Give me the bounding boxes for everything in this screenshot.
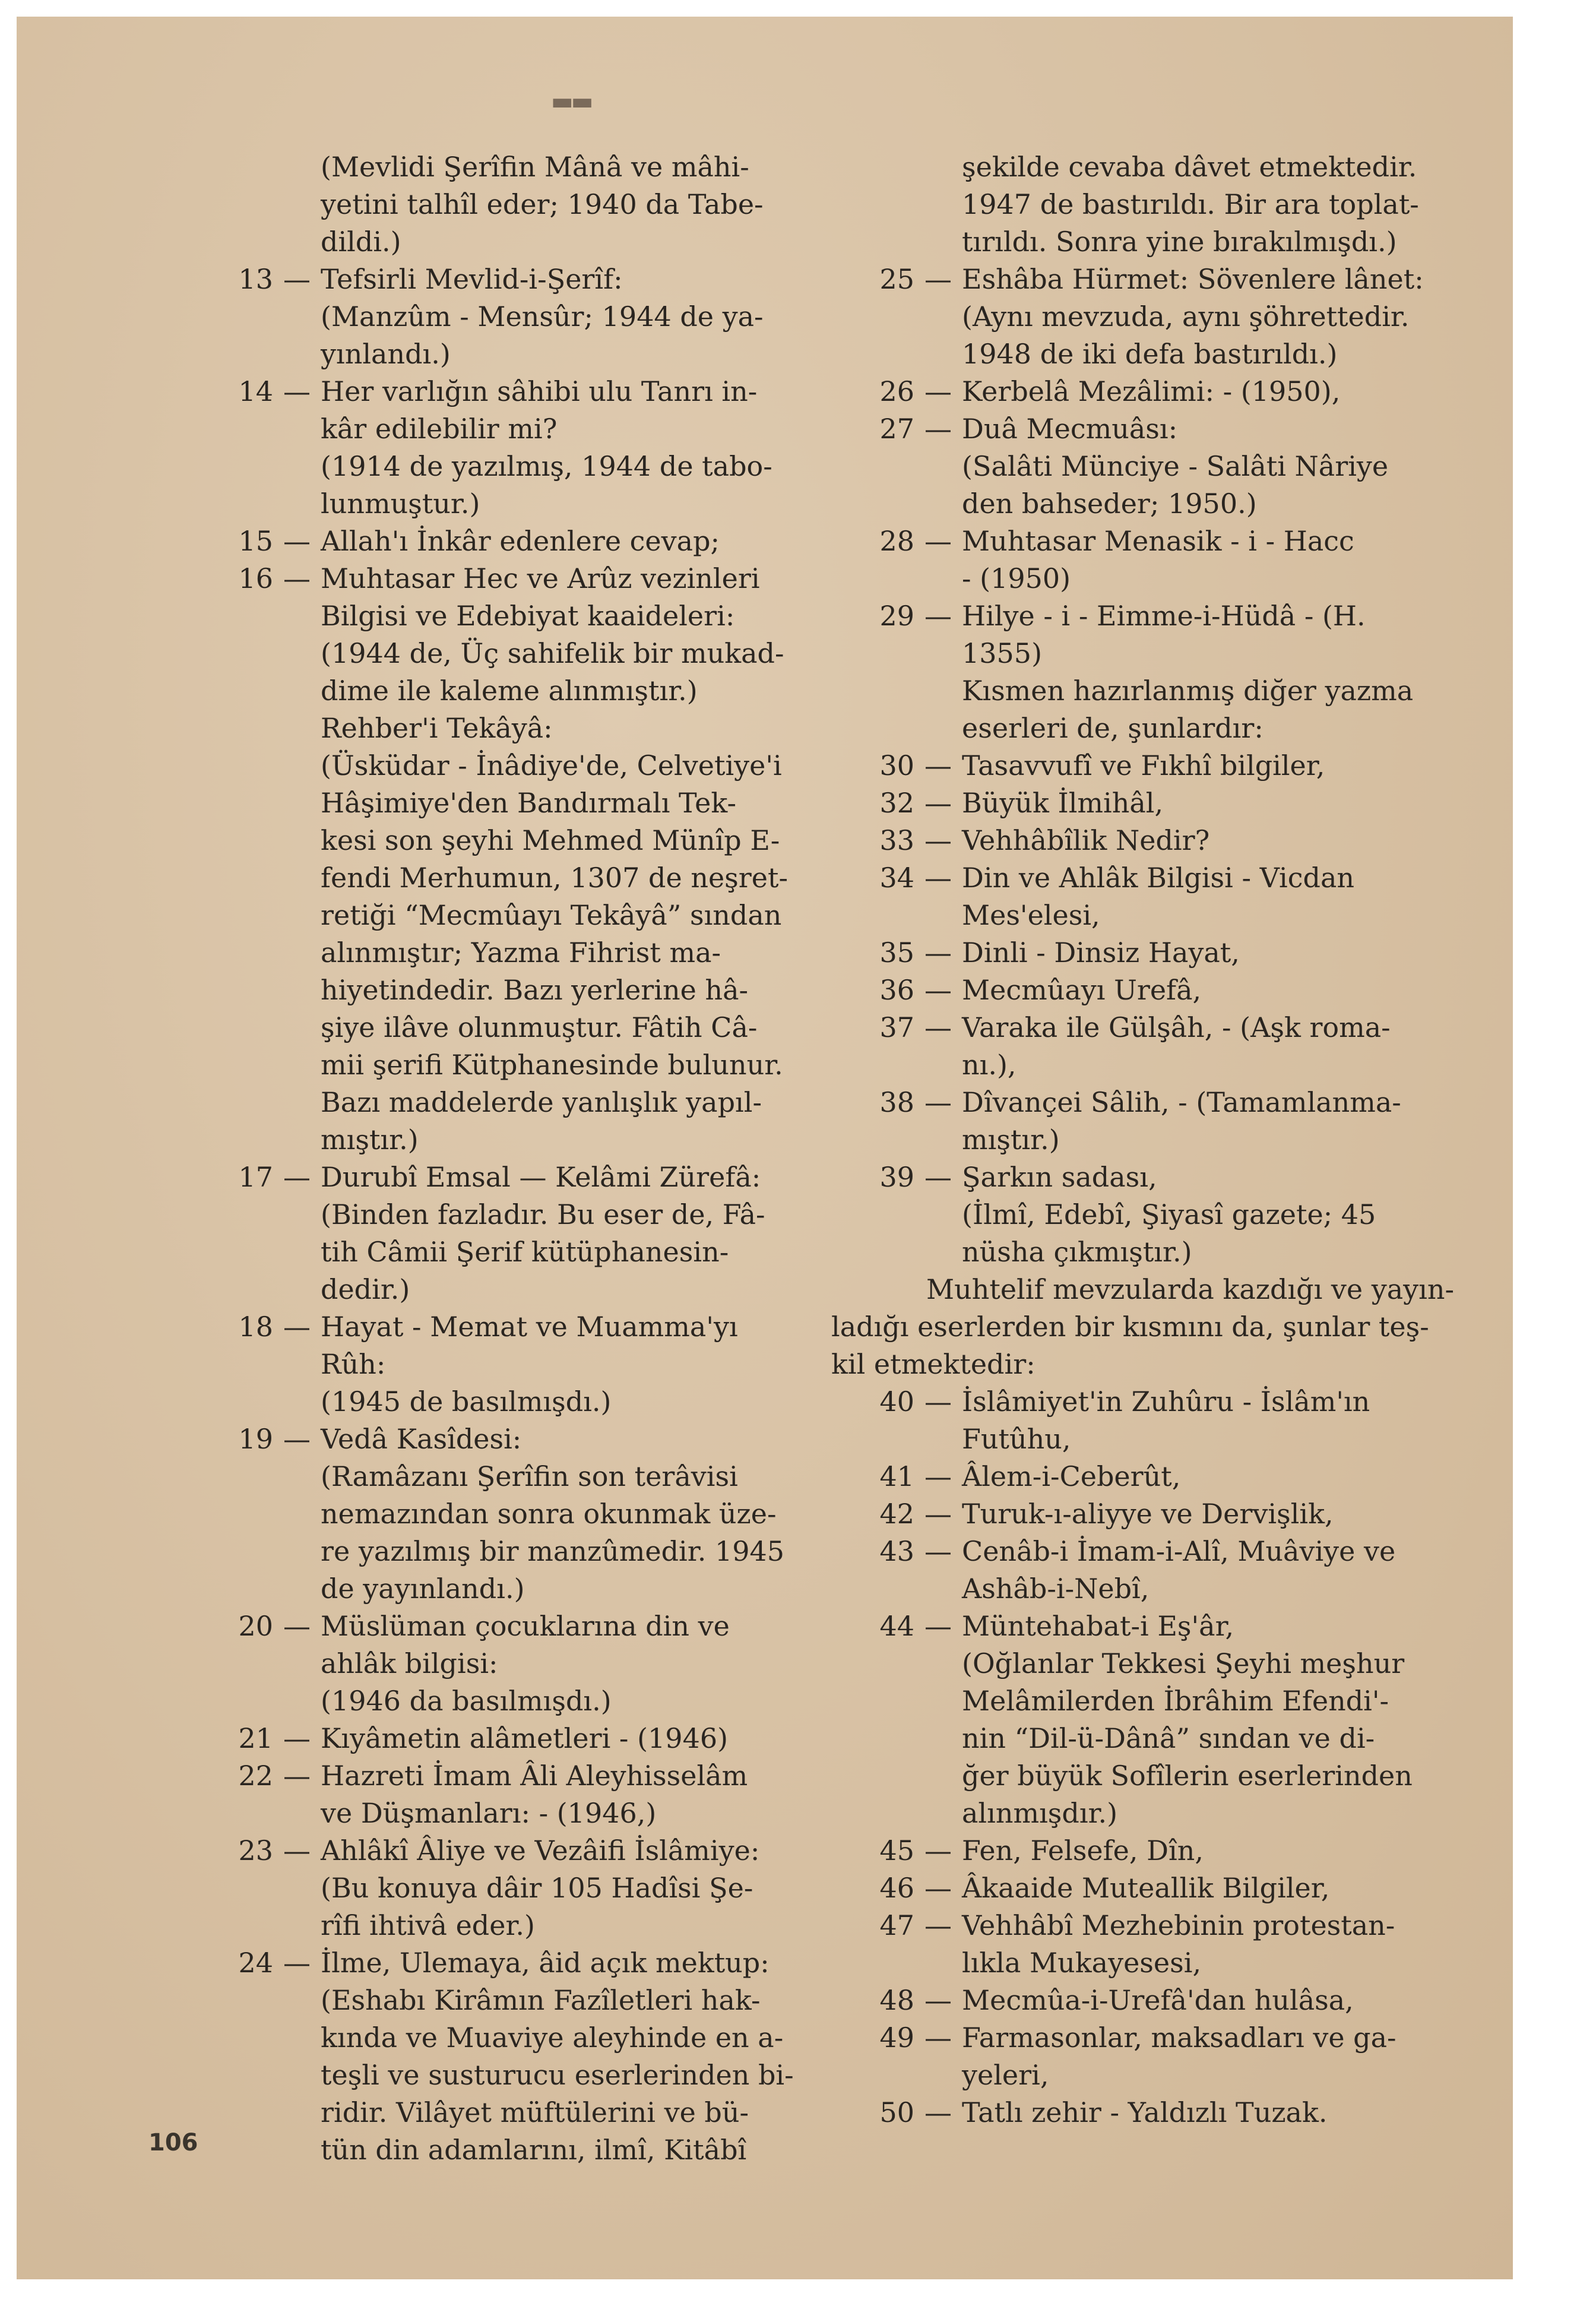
- list-item: [831, 1495, 1401, 1533]
- right-column: [831, 148, 1455, 2131]
- item-number: 23: [238, 1834, 273, 1867]
- em-dash: —: [283, 1834, 311, 1867]
- list-item: [831, 597, 1401, 635]
- item-number: 22: [238, 1760, 273, 1792]
- em-dash: —: [283, 525, 311, 557]
- list-item: [831, 972, 1401, 1009]
- item-number: 32: [879, 787, 914, 819]
- text-line: (Üsküdar - İnâdiye'de, Celvetiye'i: [321, 749, 782, 782]
- text-line: (1914 de yazılmış, 1944 de tabo-: [321, 450, 772, 482]
- item-text: Âkaaide Muteallik Bilgiler,: [962, 1872, 1330, 1904]
- text-line: Hâşimiye'den Bandırmalı Tek-: [321, 787, 736, 819]
- em-dash: —: [283, 1161, 311, 1193]
- text-line: mıştır.): [962, 1124, 1060, 1156]
- em-dash: —: [924, 1610, 952, 1642]
- text-line: (Eshabı Kirâmın Fazîletleri hak-: [321, 1984, 761, 2016]
- text-line: Futûhu,: [962, 1423, 1071, 1455]
- text-line: ridir. Vilâyet müftülerini ve bü-: [321, 2096, 749, 2128]
- list-item: [831, 1159, 1401, 1196]
- item-text: Durubî Emsal — Kelâmi Zürefâ:: [321, 1161, 761, 1193]
- list-item: [831, 934, 1401, 972]
- item-number: 38: [879, 1086, 914, 1118]
- item-text: Âlem-i-Ceberût,: [962, 1460, 1181, 1492]
- item-text: Şarkın sadası,: [962, 1161, 1157, 1193]
- text-line: Rûh:: [321, 1348, 386, 1380]
- item-text: Tasavvufî ve Fıkhî bilgiler,: [962, 749, 1325, 782]
- text-line: yınlandı.): [321, 338, 451, 370]
- item-text: Turuk-ı-aliyye ve Dervişlik,: [962, 1498, 1334, 1530]
- item-text: Hilye - i - Eimme-i-Hüdâ - (H.: [962, 600, 1366, 632]
- item-number: 27: [879, 413, 914, 445]
- item-text: Dîvançei Sâlih, - (Tamamlanma-: [962, 1086, 1401, 1118]
- text-line: dedir.): [321, 1273, 410, 1305]
- item-number: 48: [879, 1984, 914, 2016]
- text-line: Melâmilerden İbrâhim Efendi'-: [962, 1685, 1389, 1717]
- list-item: [190, 1944, 770, 1982]
- em-dash: —: [924, 787, 952, 819]
- em-dash: —: [924, 1909, 952, 1941]
- text-line: alınmışdır.): [962, 1797, 1118, 1829]
- item-number: 24: [238, 1947, 273, 1979]
- em-dash: —: [283, 1722, 311, 1754]
- em-dash: —: [283, 1423, 311, 1455]
- em-dash: —: [924, 937, 952, 969]
- text-line: hiyetindedir. Bazı yerlerine hâ-: [321, 974, 749, 1006]
- em-dash: —: [924, 1872, 952, 1904]
- list-item: [831, 1533, 1401, 1570]
- text-line: lıkla Mukayesesi,: [962, 1947, 1202, 1979]
- item-text: Kerbelâ Mezâlimi: - (1950),: [962, 375, 1341, 407]
- text-line: şiye ilâve olunmuştur. Fâtih Câ-: [321, 1011, 758, 1043]
- text-line: tih Câmii Şerif kütüphanesin-: [321, 1236, 729, 1268]
- text-line: Muhtelif mevzularda kazdığı ve yayın-: [926, 1273, 1455, 1305]
- item-text: Allah'ı İnkâr edenlere cevap;: [321, 525, 720, 557]
- em-dash: —: [924, 1011, 952, 1043]
- list-item: [190, 523, 766, 560]
- item-number: 36: [879, 974, 914, 1006]
- text-line: nin “Dil-ü-Dânâ” sından ve di-: [962, 1722, 1375, 1754]
- list-item: [831, 785, 1401, 822]
- item-number: 44: [879, 1610, 914, 1642]
- item-text: Ahlâkî Âliye ve Vezâifi İslâmiye:: [321, 1834, 760, 1867]
- text-line: fendi Merhumun, 1307 de neşret-: [321, 862, 788, 894]
- list-item: [190, 1832, 766, 1870]
- text-line: (Salâti Münciye - Salâti Nâriye: [962, 450, 1389, 482]
- em-dash: —: [924, 2096, 952, 2128]
- text-line: de yayınlandı.): [321, 1573, 525, 1605]
- item-number: 19: [238, 1423, 273, 1455]
- text-line: Rehber'i Tekâyâ:: [321, 712, 553, 744]
- item-number: 16: [238, 562, 273, 594]
- item-text: İslâmiyet'in Zuhûru - İslâm'ın: [962, 1386, 1370, 1418]
- em-dash: —: [924, 525, 952, 557]
- em-dash: —: [924, 1086, 952, 1118]
- item-number: 34: [879, 862, 914, 894]
- list-item: [831, 2019, 1401, 2057]
- item-number: 14: [238, 375, 273, 407]
- text-line: (Mevlidi Şerîfin Mânâ ve mâhi-: [321, 151, 749, 183]
- item-number: 15: [238, 525, 273, 557]
- em-dash: —: [924, 1498, 952, 1530]
- text-line: Bilgisi ve Edebiyat kaaideleri:: [321, 600, 735, 632]
- em-dash: —: [924, 1535, 952, 1567]
- item-text: Tefsirli Mevlid-i-Şerîf:: [321, 263, 623, 295]
- em-dash: —: [924, 749, 952, 782]
- em-dash: —: [924, 2022, 952, 2054]
- em-dash: —: [924, 1386, 952, 1418]
- item-text: Dinli - Dinsiz Hayat,: [962, 937, 1240, 969]
- item-number: 29: [879, 600, 914, 632]
- item-number: 13: [238, 263, 273, 295]
- list-item: [831, 261, 1424, 298]
- item-number: 43: [879, 1535, 914, 1567]
- item-text: Vehhâbî Mezhebinin protestan-: [962, 1909, 1395, 1941]
- item-text: Varaka ile Gülşâh, - (Aşk roma-: [962, 1011, 1391, 1043]
- list-item: [831, 747, 1401, 785]
- list-item: [831, 859, 1401, 897]
- item-text: Her varlığın sâhibi ulu Tanrı in-: [321, 375, 758, 407]
- item-text: Fen, Felsefe, Dîn,: [962, 1834, 1204, 1867]
- item-number: 21: [238, 1722, 273, 1754]
- item-text: Müntehabat-i Eş'âr,: [962, 1610, 1234, 1642]
- text-line: (1944 de, Üç sahifelik bir mukad-: [321, 637, 784, 669]
- em-dash: —: [283, 1610, 311, 1642]
- list-item: [190, 1608, 766, 1645]
- text-line: alınmıştır; Yazma Fihrist ma-: [321, 937, 721, 969]
- em-dash: —: [283, 1947, 311, 1979]
- text-line: (Manzûm - Mensûr; 1944 de ya-: [321, 301, 764, 333]
- text-line: mii şerifi Kütphanesinde bulunur.: [321, 1049, 783, 1081]
- text-line: (Oğlanlar Tekkesi Şeyhi meşhur: [962, 1647, 1405, 1679]
- text-line: (1945 de basılmışdı.): [321, 1386, 612, 1418]
- list-item: [190, 1308, 766, 1346]
- item-text: Duâ Mecmuâsı:: [962, 413, 1178, 445]
- text-line: den bahseder; 1950.): [962, 488, 1257, 520]
- text-line: Bazı maddelerde yanlışlık yapıl-: [321, 1086, 762, 1118]
- em-dash: —: [283, 375, 311, 407]
- em-dash: —: [283, 263, 311, 295]
- em-dash: —: [924, 263, 952, 295]
- list-item: [831, 1982, 1401, 2019]
- em-dash: —: [924, 824, 952, 856]
- item-number: 30: [879, 749, 914, 782]
- list-item: [831, 373, 1401, 410]
- text-line: kil etmektedir:: [831, 1348, 1036, 1380]
- text-line: kında ve Muaviye aleyhinde en a-: [321, 2022, 784, 2054]
- item-text: Hazreti İmam Âli Aleyhisselâm: [321, 1760, 748, 1792]
- list-item: [190, 1757, 766, 1795]
- text-line: retiği “Mecmûayı Tekâyâ” sından: [321, 899, 782, 931]
- em-dash: —: [283, 1760, 311, 1792]
- text-line: dime ile kaleme alınmıştır.): [321, 675, 698, 707]
- item-text: Vedâ Kasîdesi:: [321, 1423, 522, 1455]
- text-line: kesi son şeyhi Mehmed Münîp E-: [321, 824, 780, 856]
- text-line: Ashâb-i-Nebî,: [962, 1573, 1150, 1605]
- em-dash: —: [924, 1460, 952, 1492]
- list-item: [831, 2094, 1401, 2131]
- text-line: nüsha çıkmıştır.): [962, 1236, 1192, 1268]
- text-line: ladığı eserlerden bir kısmını da, şunlar teş-: [831, 1311, 1429, 1343]
- text-line: şekilde cevaba dâvet etmektedir.: [962, 151, 1417, 183]
- text-line: Mes'elesi,: [962, 899, 1100, 931]
- text-line: re yazılmış bir manzûmedir. 1945: [321, 1535, 785, 1567]
- list-item: [190, 560, 766, 597]
- item-number: 45: [879, 1834, 914, 1867]
- text-line: (Bu konuya dâir 105 Hadîsi Şe-: [321, 1872, 753, 1904]
- item-number: 33: [879, 824, 914, 856]
- item-text: Müslüman çocuklarına din ve: [321, 1610, 730, 1642]
- text-line: nı.),: [962, 1049, 1016, 1081]
- item-text: Hayat - Memat ve Muamma'yı: [321, 1311, 738, 1343]
- item-text: İlme, Ulemaya, âid açık mektup:: [321, 1947, 770, 1979]
- item-text: Tatlı zehir - Yaldızlı Tuzak.: [962, 2096, 1328, 2128]
- em-dash: —: [924, 1834, 952, 1867]
- text-line: nemazından sonra okunmak üze-: [321, 1498, 777, 1530]
- item-text: Muhtasar Hec ve Arûz vezinleri: [321, 562, 760, 594]
- item-number: 35: [879, 937, 914, 969]
- text-line: mıştır.): [321, 1124, 419, 1156]
- item-number: 50: [879, 2096, 914, 2128]
- list-item: [831, 1608, 1401, 1645]
- text-line: rîfi ihtivâ eder.): [321, 1909, 535, 1941]
- list-item: [190, 1421, 766, 1458]
- list-item: [190, 261, 766, 298]
- text-line: (İlmî, Edebî, Şiyasî gazete; 45: [962, 1198, 1376, 1231]
- list-item: [831, 1907, 1401, 1944]
- text-line: eserleri de, şunlardır:: [962, 712, 1264, 744]
- item-text: Mecmûa-i-Urefâ'dan hulâsa,: [962, 1984, 1354, 2016]
- item-number: 18: [238, 1311, 273, 1343]
- text-line: Kısmen hazırlanmış diğer yazma: [962, 675, 1414, 707]
- list-item: [831, 1870, 1401, 1907]
- list-item: [831, 410, 1401, 448]
- list-item: [831, 1832, 1401, 1870]
- em-dash: —: [924, 862, 952, 894]
- list-item: [831, 1458, 1401, 1495]
- text-line: 1948 de iki defa bastırıldı.): [962, 338, 1338, 370]
- page-number: 106: [148, 2129, 198, 2156]
- em-dash: —: [283, 1311, 311, 1343]
- text-line: yeleri,: [962, 2059, 1049, 2091]
- text-line: dildi.): [321, 226, 401, 258]
- text-line: tırıldı. Sonra yine bırakılmışdı.): [962, 226, 1397, 258]
- item-text: Muhtasar Menasik - i - Hacc: [962, 525, 1354, 557]
- em-dash: —: [283, 562, 311, 594]
- item-number: 37: [879, 1011, 914, 1043]
- em-dash: —: [924, 974, 952, 1006]
- text-line: (Ramâzanı Şerîfin son terâvisi: [321, 1460, 738, 1492]
- item-text: Vehhâbîlik Nedir?: [962, 824, 1210, 856]
- text-line: teşli ve susturucu eserlerinden bi-: [321, 2059, 794, 2091]
- em-dash: —: [924, 413, 952, 445]
- text-line: ğer büyük Sofîlerin eserlerinden: [962, 1760, 1413, 1792]
- item-number: 42: [879, 1498, 914, 1530]
- item-number: 41: [879, 1460, 914, 1492]
- item-text: Din ve Ahlâk Bilgisi - Vicdan: [962, 862, 1355, 894]
- text-line: ahlâk bilgisi:: [321, 1647, 498, 1679]
- item-number: 46: [879, 1872, 914, 1904]
- left-column: [190, 148, 794, 2169]
- item-number: 26: [879, 375, 914, 407]
- text-line: yetini talhîl eder; 1940 da Tabe-: [321, 188, 764, 220]
- item-number: 40: [879, 1386, 914, 1418]
- list-item: [190, 1720, 766, 1757]
- text-line: 1355): [962, 637, 1043, 669]
- text-line: 1947 de bastırıldı. Bir ara toplat-: [962, 188, 1419, 220]
- text-line: (Aynı mevzuda, aynı şöhrettedir.: [962, 301, 1410, 333]
- em-dash: —: [924, 1984, 952, 2016]
- text-line: kâr edilebilir mi?: [321, 413, 558, 445]
- text-line: (1946 da basılmışdı.): [321, 1685, 612, 1717]
- item-text: Kıyâmetin alâmetleri - (1946): [321, 1722, 729, 1754]
- item-text: Farmasonlar, maksadları ve ga-: [962, 2022, 1396, 2054]
- item-text: Büyük İlmihâl,: [962, 787, 1164, 819]
- text-line: - (1950): [962, 562, 1071, 594]
- text-line: lunmuştur.): [321, 488, 480, 520]
- item-number: 17: [238, 1161, 273, 1193]
- em-dash: —: [924, 375, 952, 407]
- list-item: [190, 373, 766, 410]
- list-item: [831, 822, 1401, 859]
- text-line: tün din adamlarını, ilmî, Kitâbî: [321, 2134, 747, 2166]
- item-text: Mecmûayı Urefâ,: [962, 974, 1202, 1006]
- list-item: [831, 1084, 1401, 1121]
- text-line: ve Düşmanları: - (1946,): [321, 1797, 657, 1829]
- em-dash: —: [924, 600, 952, 632]
- item-number: 25: [879, 263, 914, 295]
- ink-mark: ▬▬: [551, 88, 591, 115]
- list-item: [190, 1159, 766, 1196]
- item-text: Cenâb-i İmam-i-Alî, Muâviye ve: [962, 1535, 1396, 1567]
- em-dash: —: [924, 1161, 952, 1193]
- list-item: [831, 1383, 1401, 1421]
- item-number: 39: [879, 1161, 914, 1193]
- item-number: 28: [879, 525, 914, 557]
- list-item: [831, 523, 1401, 560]
- item-number: 49: [879, 2022, 914, 2054]
- item-number: 47: [879, 1909, 914, 1941]
- text-line: (Binden fazladır. Bu eser de, Fâ-: [321, 1198, 765, 1231]
- item-text: Eshâba Hürmet: Sövenlere lânet:: [962, 263, 1424, 295]
- list-item: [831, 1009, 1401, 1046]
- item-number: 20: [238, 1610, 273, 1642]
